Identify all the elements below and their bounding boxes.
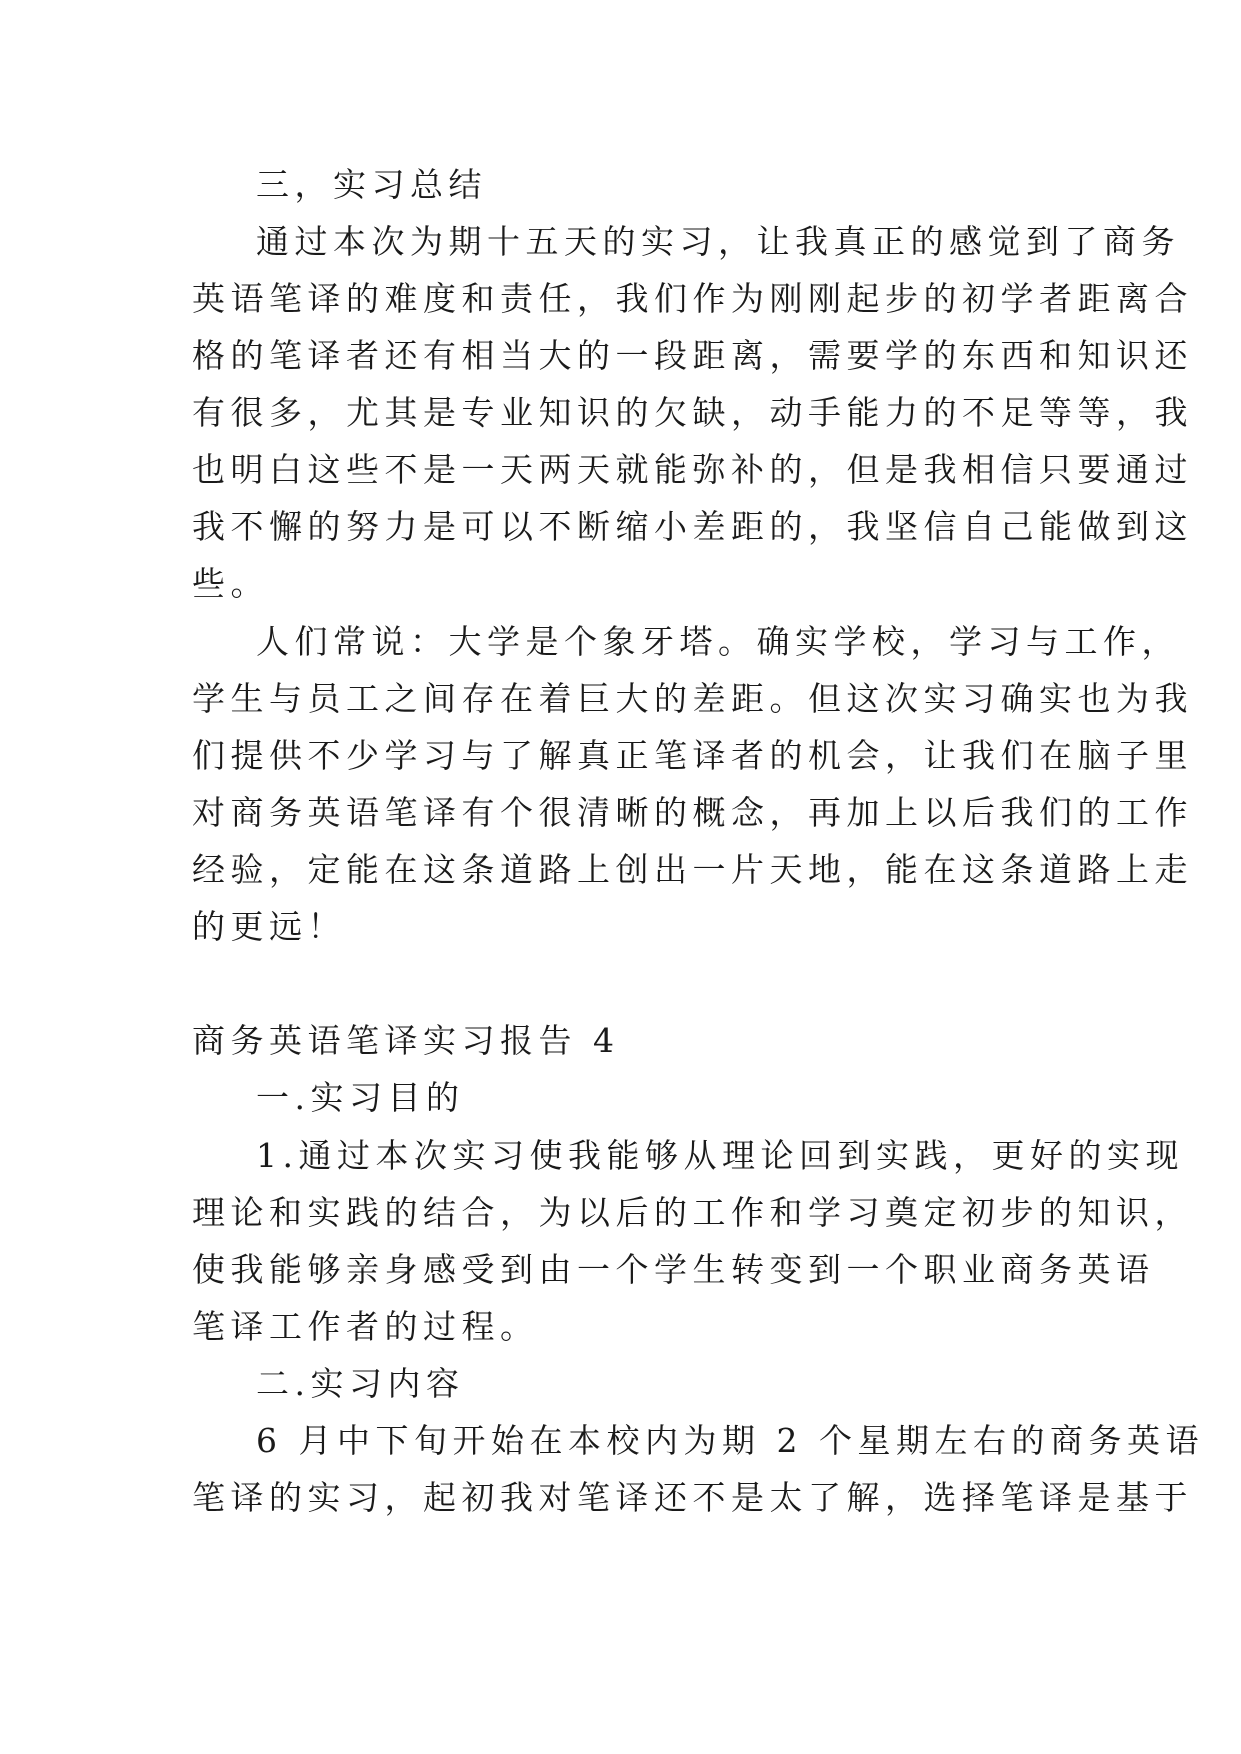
section-heading: 三，实习总结 [256,165,487,204]
paragraph-line: 英语笔译的难度和责任，我们作为刚刚起步的初学者距离合 [192,279,1193,318]
paragraph-line: 学生与员工之间存在着巨大的差距。但这次实习确实也为我 [192,679,1193,718]
paragraph-line: 的更远！ [192,907,346,946]
paragraph-line: 笔译工作者的过程。 [192,1307,539,1346]
paragraph-line: 笔译的实习，起初我对笔译还不是太了解，选择笔译是基于 [192,1478,1193,1517]
paragraph-line: 也明白这些不是一天两天就能弥补的，但是我相信只要通过 [192,450,1193,489]
paragraph-line: 使我能够亲身感受到由一个学生转变到一个职业商务英语 [192,1250,1155,1289]
paragraph-line: 理论和实践的结合，为以后的工作和学习奠定初步的知识， [192,1193,1193,1232]
report-title: 商务英语笔译实习报告 4 [192,1021,620,1060]
paragraph-line: 人们常说：大学是个象牙塔。确实学校，学习与工作， [256,622,1180,661]
section-heading: 一.实习目的 [256,1078,465,1117]
paragraph-line: 些。 [192,564,269,603]
paragraph-line: 格的笔译者还有相当大的一段距离，需要学的东西和知识还 [192,336,1193,375]
paragraph-line: 1.通过本次实习使我能够从理论回到实践，更好的实现 [256,1136,1184,1175]
paragraph-line: 6 月中下旬开始在本校内为期 2 个星期左右的商务英语 [256,1421,1204,1460]
paragraph-line: 通过本次为期十五天的实习，让我真正的感觉到了商务 [256,222,1180,261]
paragraph-line: 有很多，尤其是专业知识的欠缺，动手能力的不足等等，我 [192,393,1193,432]
paragraph-line: 们提供不少学习与了解真正笔译者的机会，让我们在脑子里 [192,736,1193,775]
paragraph-line: 对商务英语笔译有个很清晰的概念，再加上以后我们的工作 [192,793,1193,832]
paragraph-line: 我不懈的努力是可以不断缩小差距的，我坚信自己能做到这 [192,507,1193,546]
section-heading: 二.实习内容 [256,1364,465,1403]
paragraph-line: 经验，定能在这条道路上创出一片天地，能在这条道路上走 [192,850,1193,889]
